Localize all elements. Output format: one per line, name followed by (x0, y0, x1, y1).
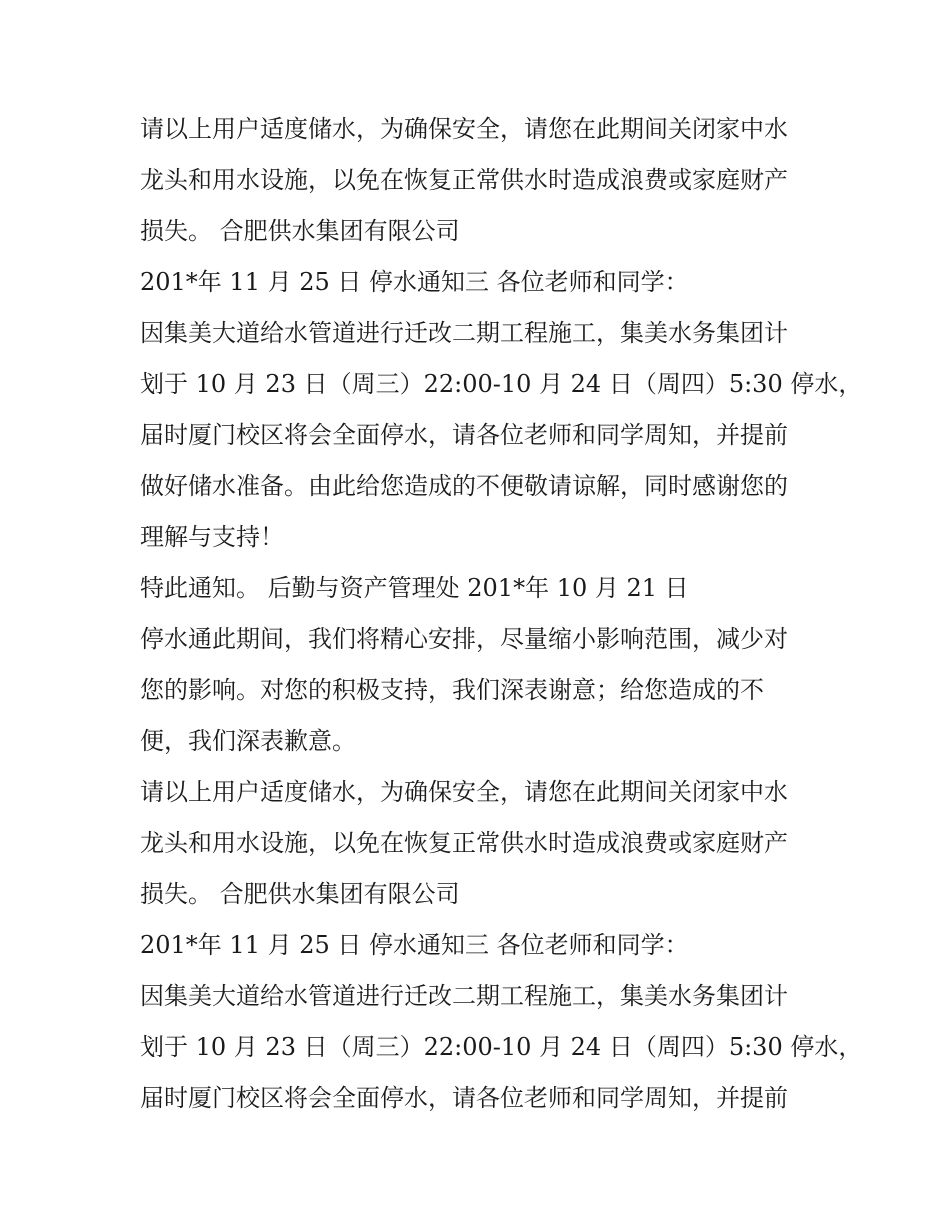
paragraph-storage-notice-repeat (140, 767, 820, 920)
paragraph-signature (140, 563, 820, 614)
text-line: 201*年 11 月 25 日 停水通知三 各位老师和同学： (140, 931, 689, 959)
text-line: 损失。 合肥供水集团有限公司 (140, 880, 460, 908)
text-line: 请以上用户适度储水，为确保安全，请您在此期间关闭家中水 (140, 778, 788, 806)
text-line: 请以上用户适度储水，为确保安全，请您在此期间关闭家中水 (140, 115, 788, 143)
text-line: 做好储水准备。由此给您造成的不便敬请谅解，同时感谢您的 (140, 472, 788, 500)
text-line: 便，我们深表歉意。 (140, 727, 356, 755)
text-line: 201*年 11 月 25 日 停水通知三 各位老师和同学： (140, 268, 689, 296)
paragraph-notice-heading-repeat (140, 920, 820, 971)
text-line: 停水通此期间，我们将精心安排，尽量缩小影响范围，减少对 (140, 625, 788, 653)
text-line: 损失。 合肥供水集团有限公司 (140, 217, 460, 245)
paragraph-apology (140, 614, 820, 767)
text-line: 因集美大道给水管道进行迁改二期工程施工，集美水务集团计 (140, 982, 788, 1010)
text-line: 理解与支持！ (140, 523, 284, 551)
text-line: 龙头和用水设施，以免在恢复正常供水时造成浪费或家庭财产 (140, 166, 788, 194)
text-line: 因集美大道给水管道进行迁改二期工程施工，集美水务集团计 (140, 319, 788, 347)
paragraph-notice-heading (140, 257, 820, 308)
text-line: 龙头和用水设施，以免在恢复正常供水时造成浪费或家庭财产 (140, 829, 788, 857)
text-line: 划于 10 月 23 日（周三）22:00-10 月 24 日（周四）5:30 停水， (140, 370, 863, 398)
paragraph-storage-notice (140, 104, 820, 257)
text-line: 划于 10 月 23 日（周三）22:00-10 月 24 日（周四）5:30 停水， (140, 1033, 863, 1061)
text-line: 特此通知。 后勤与资产管理处 201*年 10 月 21 日 (140, 574, 689, 602)
document-body (140, 104, 863, 1124)
text-line: 届时厦门校区将会全面停水，请各位老师和同学周知，并提前 (140, 1084, 788, 1112)
paragraph-construction-notice-repeat (140, 971, 863, 1124)
text-line: 您的影响。对您的积极支持，我们深表谢意；给您造成的不 (140, 676, 764, 704)
text-line: 届时厦门校区将会全面停水，请各位老师和同学周知，并提前 (140, 421, 788, 449)
paragraph-construction-notice (140, 308, 863, 563)
